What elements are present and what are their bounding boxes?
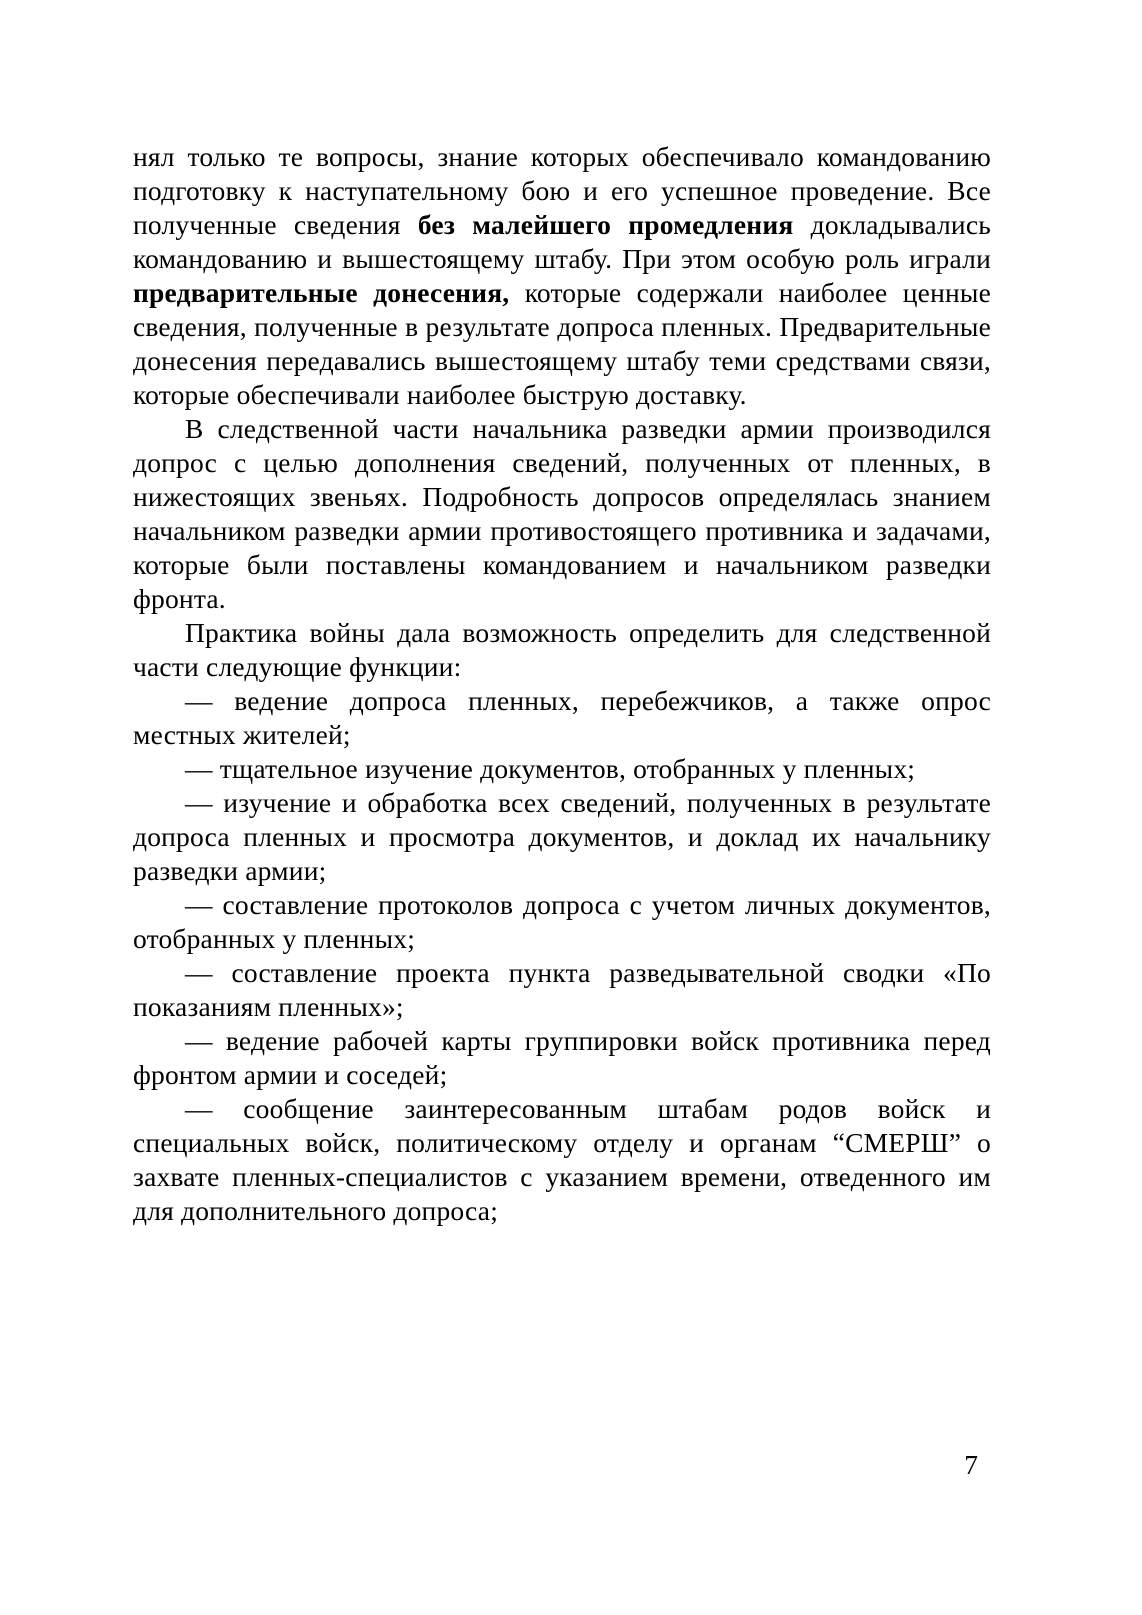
text-segment-bold: предварительные донесения, bbox=[133, 277, 510, 308]
paragraph: В следственной части начальника разведки армии производился допрос с целью дополнения сведений, полученных от пленных, в нижестоящих звеньях. Подробность допросов определялась знанием начальником разведки армии противостоящего противника и задачами, которые были поставлены командованием и начальником разведки фронта. bbox=[133, 413, 991, 614]
list-item: — составление протоколов допроса с учетом личных документов, отобранных у пленных; bbox=[133, 889, 991, 954]
text-segment: нял только те вопросы, знание которых обеспечивало командованию подготовку к наступательному бою и его успешное проведение. Все полученные сведения bbox=[133, 141, 991, 240]
paragraph: Практика войны дала возможность определить для следственной части следующие функции: bbox=[133, 617, 991, 682]
list-item: — составление проекта пункта разведывательной сводки «По показаниям пленных»; bbox=[133, 957, 991, 1022]
text-segment-bold: без малейшего промедления bbox=[417, 209, 794, 240]
text-segment: которые содержали наиболее ценные сведения, полученные в результате допроса пленных. Предварительные донесения передавались вышестоящему штабу теми средствами связи, которые обеспечивали наиболее быструю доставку. bbox=[133, 277, 991, 410]
body-text bbox=[133, 140, 991, 1228]
text-segment: докладывались командованию и вышестоящему штабу. При этом особую роль играли bbox=[133, 209, 991, 274]
page-number: 7 bbox=[964, 1449, 978, 1480]
list-item: — сообщение заинтересованным штабам родов войск и специальных войск, политическому отделу и органам “СМЕРШ” о захвате пленных-специалистов с указанием времени, отведенного им для дополнительного допроса; bbox=[133, 1093, 991, 1226]
list-item: — ведение рабочей карты группировки войск противника перед фронтом армии и соседей; bbox=[133, 1025, 991, 1090]
paragraph-continuation bbox=[133, 140, 991, 412]
list-item: — ведение допроса пленных, перебежчиков, а также опрос местных жителей; bbox=[133, 685, 991, 750]
list-item: — изучение и обработка всех сведений, полученных в результате допроса пленных и просмотра документов, и доклад их начальнику разведки армии; bbox=[133, 787, 991, 886]
list-item: — тщательное изучение документов, отобранных у пленных; bbox=[185, 753, 916, 784]
